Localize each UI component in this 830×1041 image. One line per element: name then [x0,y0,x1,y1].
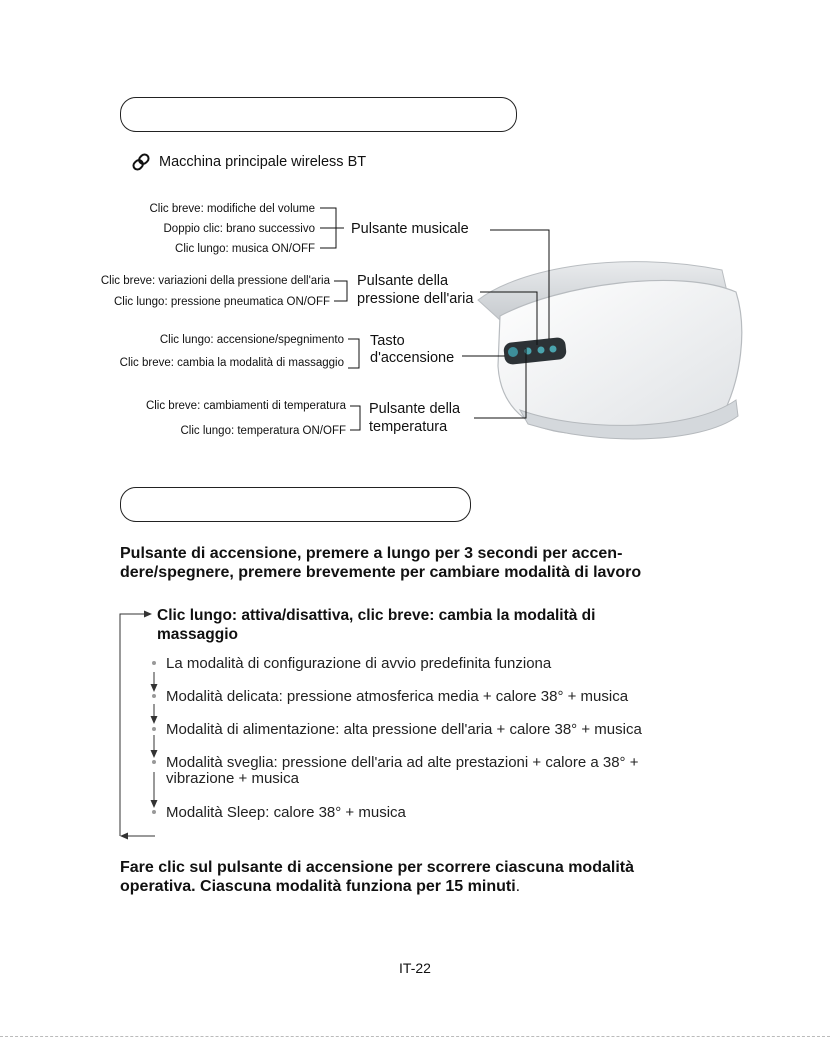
mode-item-2: Modalità delicata: pressione atmosferica media + calore 38° + musica [166,688,629,705]
mode-item-4-continued: vibrazione + musica [166,770,299,787]
intro-line-2: dere/spegnere, premere brevemente per cambiare modalità di lavoro [120,564,642,581]
power-action-1: Clic lungo: accensione/spegnimento [159,334,344,346]
cycle-title-line-2: massaggio [157,626,238,643]
temp-action-1: Clic breve: cambiamenti di temperatura [145,400,346,412]
page-number: IT-22 [399,960,431,976]
power-action-2: Clic breve: cambia la modalità di massaggio [119,357,344,369]
air-action-2: Clic lungo: pressione pneumatica ON/OFF [113,296,330,308]
mode-item-4: Modalità sveglia: pressione dell'aria ad alte prestazioni + calore a 38° + [166,754,639,771]
power-button-label-1: Tasto [370,333,405,349]
music-action-1: Clic breve: modifiche del volume [149,203,315,215]
mode-bullet [152,810,156,814]
power-button-label-2: d'accensione [370,350,455,366]
music-action-3: Clic lungo: musica ON/OFF [175,243,315,255]
air-button-label-2: pressione dell'aria [357,291,474,307]
footer-line-2 [120,877,520,896]
page-bottom-rule [0,1036,830,1037]
mode-item-1: La modalità di configurazione di avvio predefinita funziona [166,655,552,672]
mode-bullet [152,760,156,764]
footer-line-2-end: . [515,878,521,895]
temp-action-2: Clic lungo: temperatura ON/OFF [180,425,346,437]
cycle-title-line-1: Clic lungo: attiva/disattiva, clic breve: cambia la modalità di [157,607,596,624]
temp-button-label-1: Pulsante della [369,401,461,417]
intro-line-1: Pulsante di accensione, premere a lungo per 3 secondi per accen- [120,545,623,562]
mode-bullet [152,661,156,665]
mode-item-3: Modalità di alimentazione: alta pressione dell'aria + calore 38° + musica [166,721,642,738]
music-action-2: Doppio clic: brano successivo [163,223,315,235]
air-button-label-1: Pulsante della [357,273,449,289]
mode-item-5: Modalità Sleep: calore 38° + musica [166,804,406,821]
temp-button-label-2: temperatura [369,419,448,435]
footer-line-2-bold: operativa. Ciascuna modalità funziona per 15 minuti [120,878,516,895]
mode-bullet [152,694,156,698]
main-device-heading: Macchina principale wireless BT [159,154,367,170]
mode-bullet [152,727,156,731]
music-button-label: Pulsante musicale [351,221,469,237]
air-action-1: Clic breve: variazioni della pressione dell'aria [100,275,330,287]
footer-line-1: Fare clic sul pulsante di accensione per scorrere ciascuna modalità [120,859,634,876]
